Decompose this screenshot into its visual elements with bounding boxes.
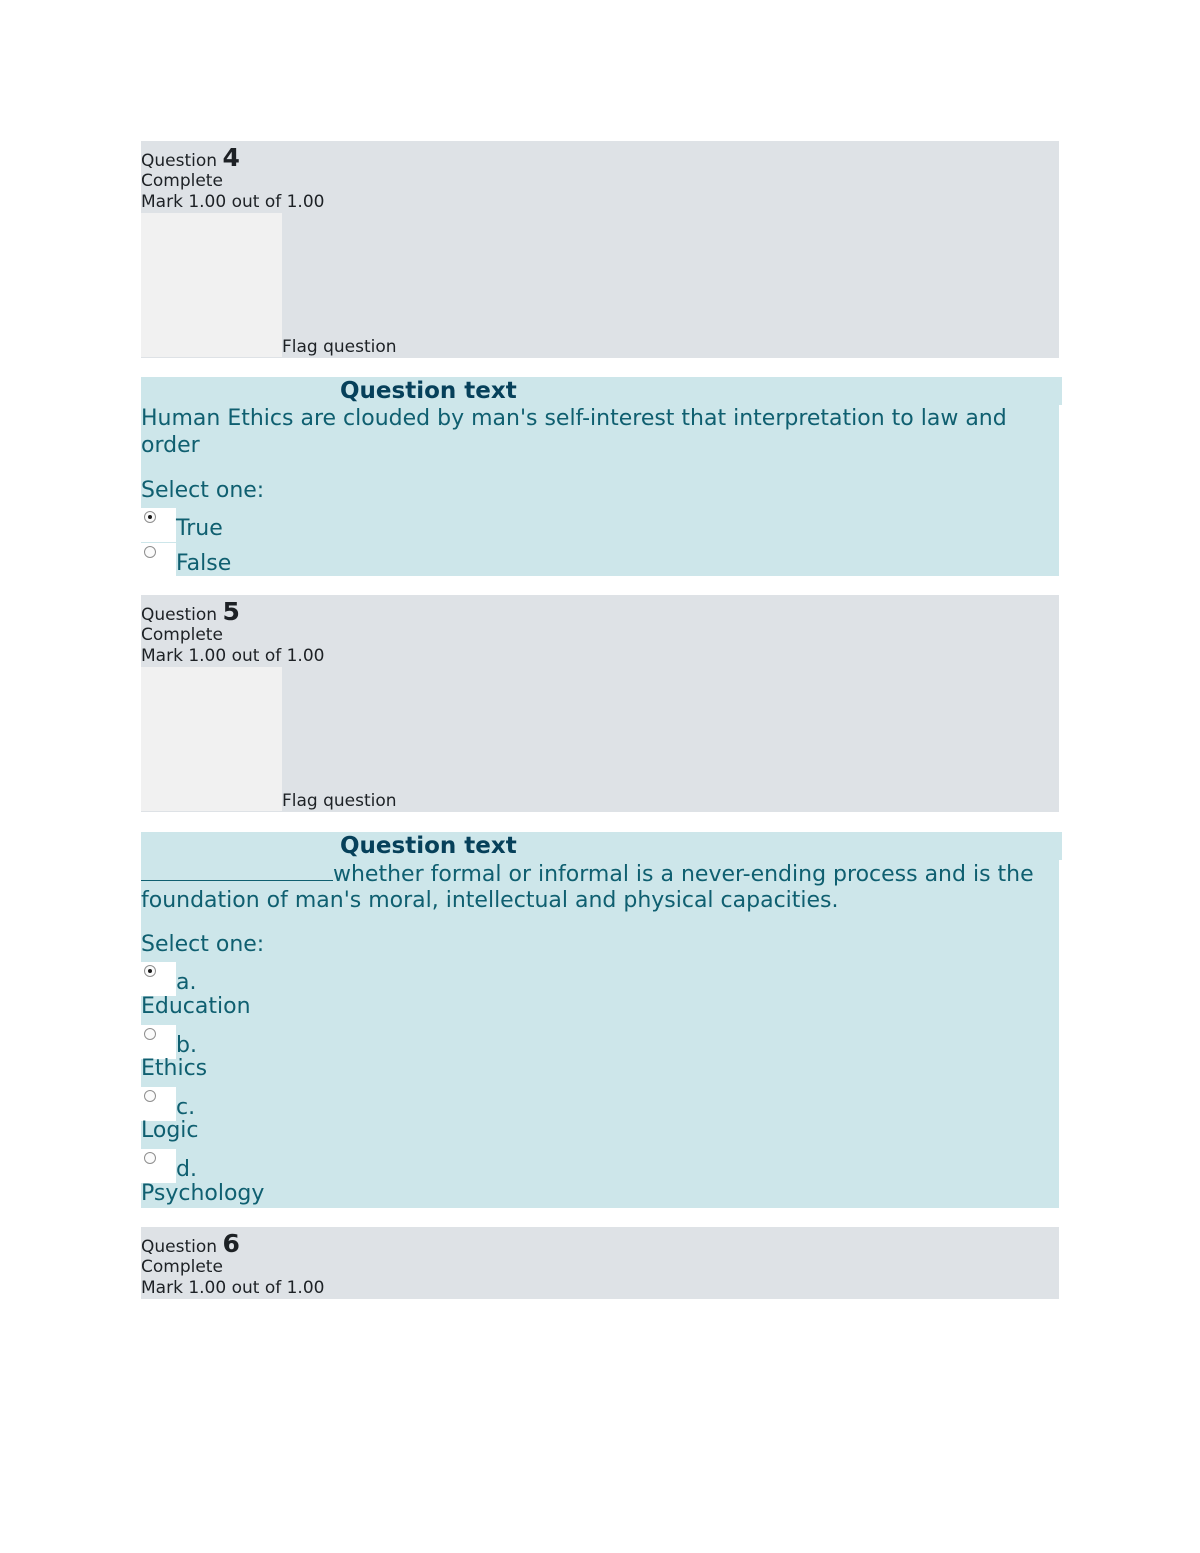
question-text-heading: Question text [340, 832, 1062, 860]
option-letter: b. [176, 1033, 197, 1058]
option-answer: Logic [141, 1118, 199, 1143]
option-letter: a. [176, 970, 197, 995]
question-text-body: whether formal or informal is a never-ending process and is the foundation of man's moral, intellectual and physical capacities. [141, 862, 1034, 913]
question-label: Question [141, 605, 218, 625]
question-number-value: 6 [222, 1229, 240, 1258]
question-4-formulation [141, 377, 1059, 576]
flag-question-link[interactable]: Flag question [282, 791, 397, 811]
question-5-formulation [141, 832, 1059, 1208]
option-answer: Ethics [141, 1056, 208, 1081]
question-grade: Mark 1.00 out of 1.00 [141, 192, 325, 212]
radio-button[interactable] [141, 543, 176, 577]
option-letter: d. [176, 1157, 197, 1182]
question-text: Human Ethics are clouded by man's self-interest that interpretation to law and order [141, 406, 1007, 458]
question-label: Question [141, 1237, 218, 1257]
option-letter: c. [176, 1095, 196, 1120]
option-answer: Education [141, 994, 251, 1019]
question-5-info [141, 595, 1059, 812]
question-number-value: 5 [222, 597, 240, 626]
question-state: Complete [141, 1257, 223, 1277]
question-6-info [141, 1227, 1059, 1299]
question-4-info [141, 141, 1059, 358]
radio-button[interactable] [141, 962, 176, 996]
flag-icon[interactable] [141, 213, 282, 357]
radio-button[interactable] [141, 1149, 176, 1183]
option-label: True [176, 516, 223, 541]
question-grade: Mark 1.00 out of 1.00 [141, 646, 325, 666]
radio-button[interactable] [141, 1025, 176, 1059]
flag-question-link[interactable]: Flag question [282, 337, 397, 357]
radio-selected-dot [148, 969, 152, 973]
option-label: False [176, 551, 232, 576]
answer-blank [141, 860, 333, 881]
question-label: Question [141, 151, 218, 171]
question-number-value: 4 [222, 143, 240, 172]
question-grade: Mark 1.00 out of 1.00 [141, 1278, 325, 1298]
question-state: Complete [141, 625, 223, 645]
question-text-heading: Question text [340, 377, 1062, 405]
option-answer: Psychology [141, 1181, 265, 1206]
select-one-prompt: Select one: [141, 478, 265, 503]
radio-selected-dot [148, 515, 152, 519]
question-state: Complete [141, 171, 223, 191]
radio-button[interactable] [141, 508, 176, 542]
question-text [141, 860, 1053, 914]
radio-button[interactable] [141, 1087, 176, 1121]
flag-icon[interactable] [141, 667, 282, 811]
select-one-prompt: Select one: [141, 932, 265, 957]
